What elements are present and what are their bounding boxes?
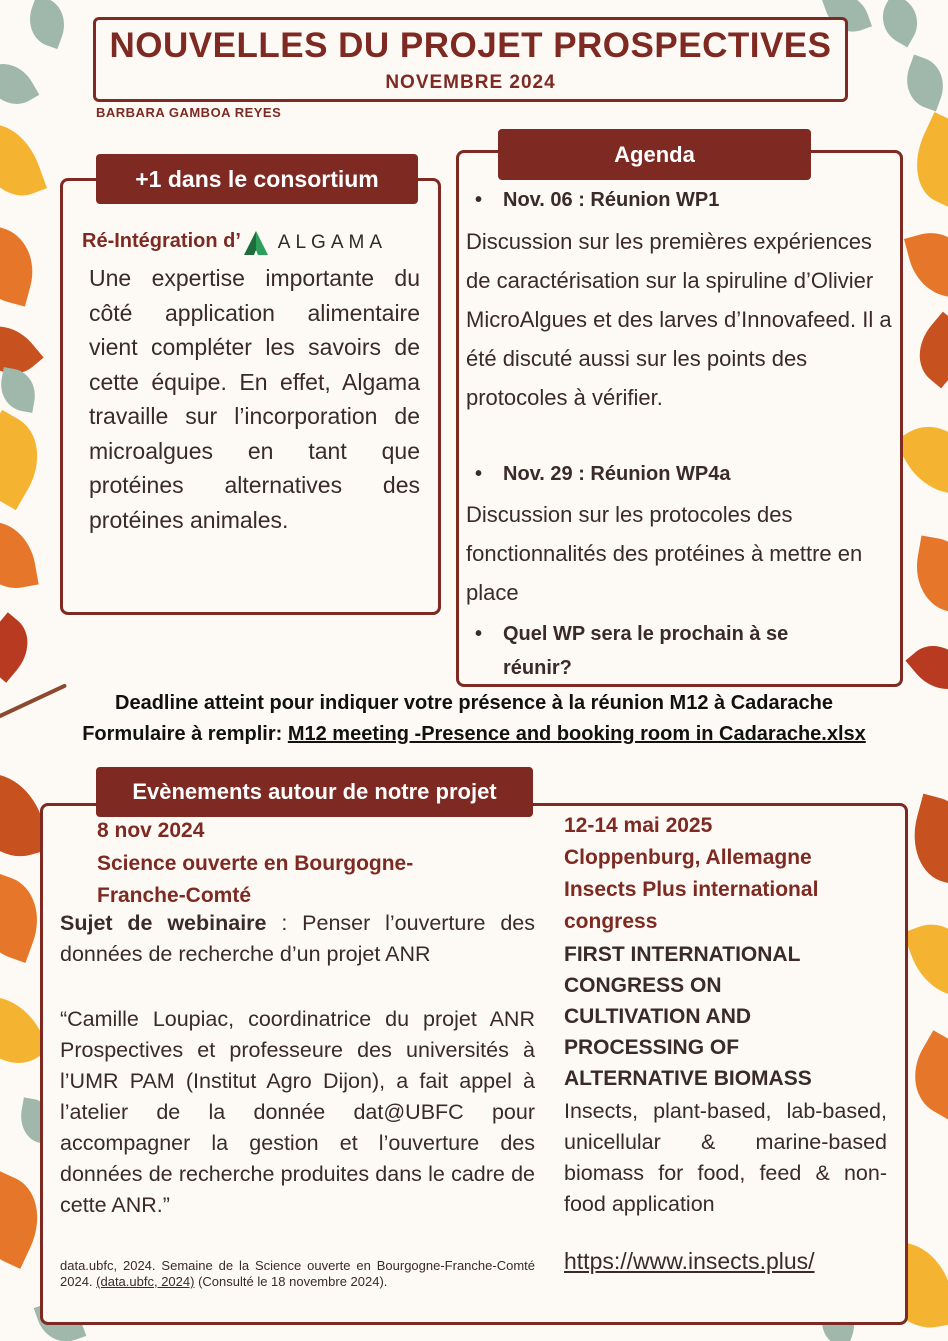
consortium-heading [82,226,432,256]
leaf-icon [903,794,948,887]
agenda-question: • Quel WP sera le prochain à se réunir? [503,617,843,685]
deadline-notice: Deadline atteint pour indiquer votre présence à la réunion M12 à Cadarache [115,692,833,714]
webinar-quote: “Camille Loupiac, coordinatrice du projet ANR Prospectives et professeure des universités à l’UMR PAM (Institut Agro Dijon), a fait appel à l’atelier de la donnée dat@UBFC pour accompagner la gestion et l’ouverture des données de recherche produites dans le cadre de cette ANR.” [60,1007,535,1217]
leaf-icon [873,0,928,47]
webinar-subject-label: Sujet de webinaire [60,911,267,935]
event-title: Science ouverte en Bourgogne-Franche-Comté [97,852,414,907]
citation [60,1258,535,1290]
algama-logo [243,230,387,256]
leaf-icon [0,223,43,306]
reintegration-label: Ré-Intégration d’ [82,230,241,252]
leaf-icon [901,112,948,208]
leaf-icon [22,0,73,49]
newsletter-title: NOUVELLES DU PROJET PROSPECTIVES [109,26,832,65]
webinar-subject-text: : Penser l’ouverture des données de recherche d’un projet ANR [60,911,535,966]
event-description: Insects, plant-based, lab-based, unicellular & marine-based biomass for food, feed & non-food application [564,1099,887,1216]
form-line [0,723,948,746]
agenda-item-text: Discussion sur les protocoles des fonctionnalités des protéines à mettre en place [466,502,863,605]
leaf-icon [898,55,948,112]
event-url[interactable]: https://www.insects.plus/ [564,1248,815,1274]
leaf-icon [904,312,948,389]
agenda-item-text: Discussion sur les premières expériences de caractérisation sur la spiruline d’Olivier MicroAlgues et des larves d’Innovafeed. Il a été discuté aussi sur les points des protocoles à vérifier. [466,229,892,410]
citation-accessed: (Consulté le 18 novembre 2024). [194,1274,388,1289]
agenda-tab: Agenda [498,129,811,180]
form-label: Formulaire à remplir: [82,723,288,745]
event-date: 12-14 mai 2025 [564,814,713,837]
consortium-tab: +1 dans le consortium [96,154,418,204]
algama-logo-text: ALGAMA [277,231,387,253]
leaf-icon [903,912,948,1008]
leaf-icon [0,410,56,510]
leaf-icon [0,113,47,207]
form-link[interactable]: M12 meeting -Presence and booking room in Cadarache.xlsx [287,723,866,745]
algama-logo-icon [243,230,269,256]
citation-link[interactable]: (data.ubfc, 2024) [96,1274,195,1289]
events-tab: Evènements autour de notre projet [96,767,533,817]
leaf-icon [0,53,39,115]
agenda-item-title: • Nov. 29 : Réunion WP4a [503,463,893,486]
author-name: BARBARA GAMBOA REYES [96,105,282,120]
leaf-icon [0,367,39,413]
leaf-icon [909,535,948,614]
leaf-icon [0,612,42,682]
leaf-icon [0,515,39,594]
agenda-item-title: • Nov. 06 : Réunion WP1 [503,189,893,212]
event-date: 8 nov 2024 [97,819,205,842]
citation-text: data.ubfc, 2024. Semaine de la Science ouverte en Bourgogne-Franche-Comté 2024. [60,1258,535,1289]
event-location: Cloppenburg, Allemagne [564,846,812,869]
consortium-body: Une expertise importante du côté application alimentaire vient compléter les savoirs de cette équipe. En effet, Algama travaille sur l’incorporation de microalgues en tant que protéines alternatives des protéines animales. [89,265,420,533]
leaf-icon [904,223,948,306]
event-name: Insects Plus international congress [564,878,819,933]
newsletter-date: NOVEMBRE 2024 [385,72,556,93]
webinar-subject [60,908,535,970]
event-headline: FIRST INTERNATIONAL CONGRESS ON CULTIVATION AND PROCESSING OF ALTERNATIVE BIOMASS [564,943,812,1090]
